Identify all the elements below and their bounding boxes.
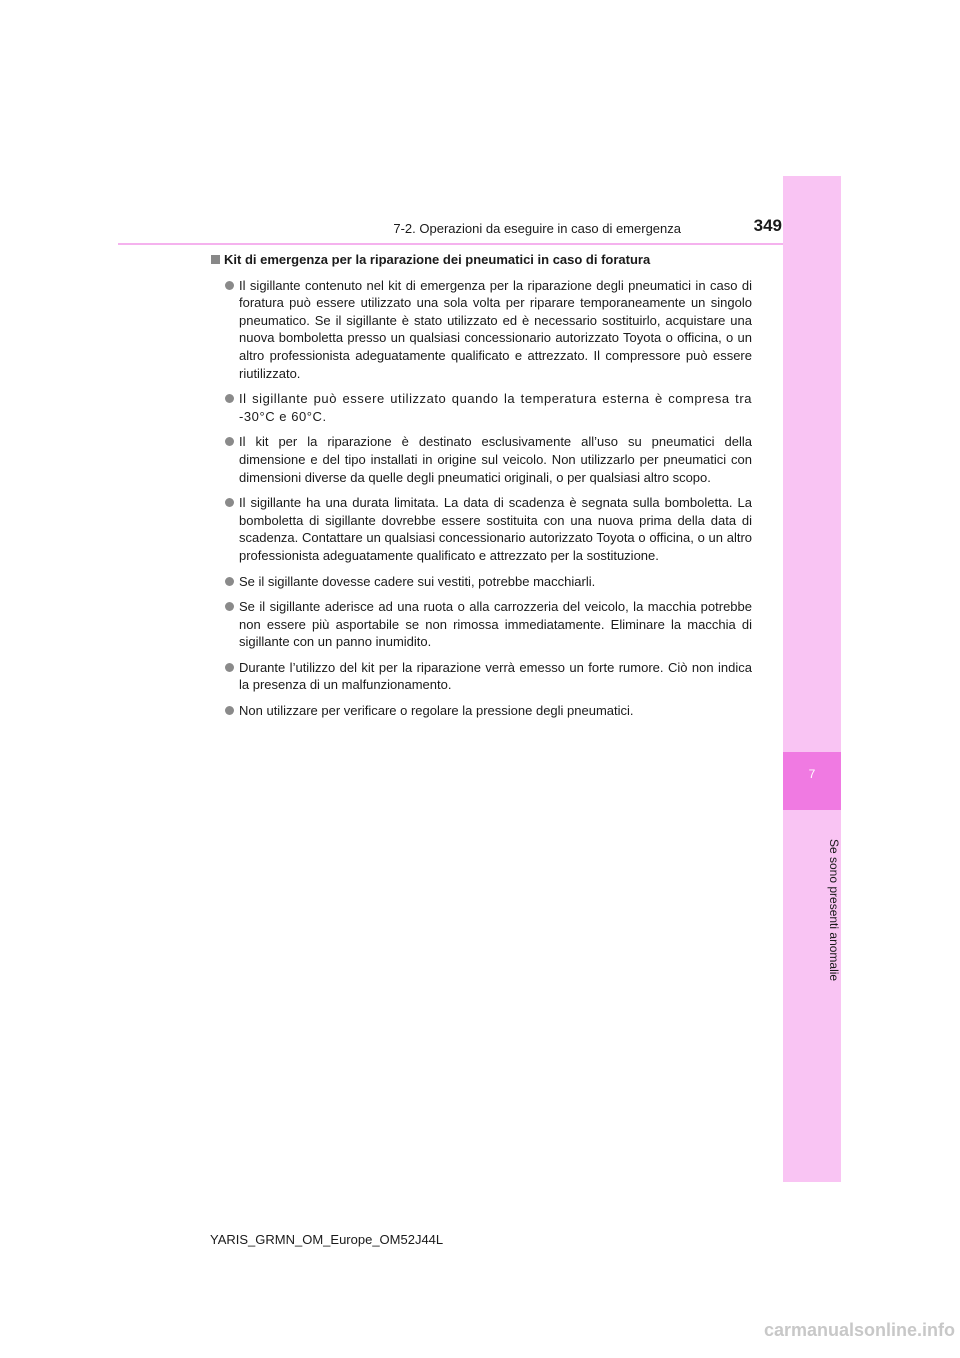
list-item-text: Il sigillante contenuto nel kit di emergenza per la riparazione degli pneumatici in caso di foratura può essere utilizzato una sola volta per riparare temporaneamente un singolo pneumatico. Se il sigillante è stato utilizzato ed è necessario sostituirlo, acquistare una nuova bomboletta presso un qualsiasi concessionario autorizzato Toyota o officina, o un altro professionista adeguatamente qualificato e attrezzato. Il compressore può essere riutilizzato. xyxy=(239,277,752,381)
square-bullet-icon xyxy=(211,255,220,264)
list-item-text: Non utilizzare per verificare o regolare la pressione degli pneumatici. xyxy=(239,703,634,719)
circle-bullet-icon xyxy=(225,602,234,611)
header-title: 7-2. Operazioni da eseguire in caso di emergenza xyxy=(393,221,681,236)
circle-bullet-icon xyxy=(225,577,234,586)
list-item xyxy=(211,433,752,486)
list-item-text: Durante l’utilizzo del kit per la riparazione verrà emesso un forte rumore. Ciò non indica la presenza di un malfunzionamento. xyxy=(239,659,752,693)
page-number: 349 xyxy=(753,216,782,235)
list-item xyxy=(211,659,752,694)
section-title-text: Kit di emergenza per la riparazione dei pneumatici in caso di foratura xyxy=(224,252,651,267)
document-id: YARIS_GRMN_OM_Europe_OM52J44L xyxy=(210,1232,444,1247)
main-content xyxy=(211,251,752,728)
list-item xyxy=(211,494,752,564)
circle-bullet-icon xyxy=(225,281,234,290)
list-item xyxy=(211,390,752,425)
list-item-text: Il sigillante ha una durata limitata. La data di scadenza è segnata sulla bomboletta. La bomboletta di sigillante dovrebbe essere sostituita con una nuova prima della data di scadenza. Contattare un qualsiasi concessionario autorizzato Toyota o officina, o un altro professionista adeguatamente qualificato e attrezzato per la sostituzione. xyxy=(239,495,752,563)
section-heading xyxy=(211,251,752,269)
circle-bullet-icon xyxy=(225,706,234,715)
circle-bullet-icon xyxy=(225,498,234,507)
header-divider xyxy=(118,243,841,245)
chapter-side-tab xyxy=(783,176,841,1182)
circle-bullet-icon xyxy=(225,437,234,446)
chapter-number: 7 xyxy=(808,767,816,781)
list-item-text: Il kit per la riparazione è destinato esclusivamente all’uso su pneumatici della dimensione e del tipo installati in origine sul veicolo. Non utilizzarlo per pneumatici con dimensioni diverse da quelle degli pneumatici originali, o per qualsiasi altro scopo. xyxy=(239,434,752,485)
circle-bullet-icon xyxy=(225,394,234,403)
list-item xyxy=(211,598,752,651)
list-item xyxy=(211,573,752,591)
list-item xyxy=(211,277,752,383)
list-item-text: Il sigillante può essere utilizzato quando la temperatura esterna è compresa tra -30°C e 60°C. xyxy=(239,391,752,424)
watermark: carmanualsonline.info xyxy=(763,1320,955,1340)
chapter-tab-active xyxy=(783,752,841,810)
list-item-text: Se il sigillante dovesse cadere sui vestiti, potrebbe macchiarli. xyxy=(239,573,596,589)
list-item-text: Se il sigillante aderisce ad una ruota o alla carrozzeria del veicolo, la macchia potrebbe non essere più asportabile se non rimossa immediatamente. Eliminare la macchia di sigillante con un panno inumidito. xyxy=(239,599,752,650)
chapter-label xyxy=(783,815,841,1005)
chapter-label-text: Se sono presenti anomalie xyxy=(827,838,841,982)
circle-bullet-icon xyxy=(225,663,234,672)
list-item xyxy=(211,702,752,720)
